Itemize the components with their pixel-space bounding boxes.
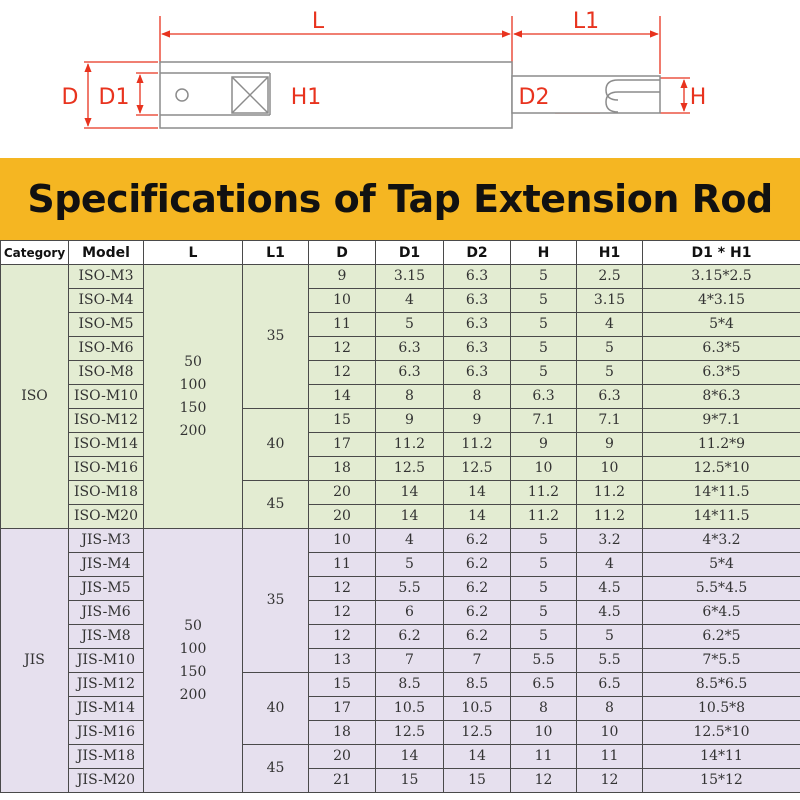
- h1-cell: 5: [577, 625, 643, 649]
- d1-cell: 5: [376, 553, 444, 577]
- label-D2: D2: [518, 85, 550, 110]
- h1-cell: 11: [577, 745, 643, 769]
- header-d2: D2: [444, 241, 511, 265]
- d-cell: 20: [309, 505, 376, 529]
- d1h1-cell: 14*11: [643, 745, 800, 769]
- d-cell: 12: [309, 601, 376, 625]
- d-cell: 11: [309, 553, 376, 577]
- l-value: 50: [184, 353, 202, 370]
- d2-cell: 14: [444, 505, 511, 529]
- l-value: 150: [179, 399, 207, 416]
- rod-outline: [160, 62, 660, 128]
- d2-cell: 9: [444, 409, 511, 433]
- d-cell: 17: [309, 433, 376, 457]
- model-cell: JIS-M20: [69, 769, 144, 793]
- d2-cell: 6.2: [444, 553, 511, 577]
- header-category: Category: [1, 241, 69, 265]
- d1h1-cell: 5*4: [643, 313, 800, 337]
- l-value: 50: [184, 617, 202, 634]
- table-row: [1, 337, 800, 361]
- l1-cell: 35: [243, 529, 309, 673]
- d2-cell: 6.2: [444, 601, 511, 625]
- h-cell: 11.2: [511, 481, 577, 505]
- d1h1-cell: 6.3*5: [643, 361, 800, 385]
- d-cell: 20: [309, 481, 376, 505]
- d1h1-cell: 5.5*4.5: [643, 577, 800, 601]
- l1-cell: 45: [243, 745, 309, 793]
- h1-cell: 7.1: [577, 409, 643, 433]
- d1-cell: 6.3: [376, 361, 444, 385]
- h-cell: 5: [511, 361, 577, 385]
- d2-cell: 6.3: [444, 337, 511, 361]
- d1-cell: 6.3: [376, 337, 444, 361]
- d1-cell: 6: [376, 601, 444, 625]
- model-cell: ISO-M8: [69, 361, 144, 385]
- header-l: L: [144, 241, 243, 265]
- page-title: Specifications of Tap Extension Rod: [0, 158, 800, 240]
- h-cell: 12: [511, 769, 577, 793]
- l1-cell: 40: [243, 409, 309, 481]
- h-cell: 5: [511, 289, 577, 313]
- model-cell: ISO-M18: [69, 481, 144, 505]
- h1-cell: 2.5: [577, 265, 643, 289]
- d2-cell: 6.3: [444, 289, 511, 313]
- l-cell: [144, 529, 243, 793]
- h1-cell: 4.5: [577, 577, 643, 601]
- d2-cell: 10.5: [444, 697, 511, 721]
- h-cell: 10: [511, 721, 577, 745]
- h1-cell: 6.3: [577, 385, 643, 409]
- h-cell: 10: [511, 457, 577, 481]
- d1h1-cell: 4*3.2: [643, 529, 800, 553]
- d-cell: 11: [309, 313, 376, 337]
- h-cell: 5.5: [511, 649, 577, 673]
- model-cell: ISO-M3: [69, 265, 144, 289]
- header-d: D: [309, 241, 376, 265]
- d2-cell: 12.5: [444, 721, 511, 745]
- d-cell: 21: [309, 769, 376, 793]
- d-cell: 10: [309, 529, 376, 553]
- d1h1-cell: 15*12: [643, 769, 800, 793]
- h1-cell: 8: [577, 697, 643, 721]
- header-d1xh1: D1 * H1: [643, 241, 800, 265]
- d-cell: 13: [309, 649, 376, 673]
- model-cell: ISO-M5: [69, 313, 144, 337]
- header-h1: H1: [577, 241, 643, 265]
- d1-cell: 5.5: [376, 577, 444, 601]
- h1-cell: 4: [577, 313, 643, 337]
- table-row: [1, 409, 800, 433]
- model-cell: ISO-M14: [69, 433, 144, 457]
- d1h1-cell: 8*6.3: [643, 385, 800, 409]
- h-cell: 8: [511, 697, 577, 721]
- d1-cell: 12.5: [376, 721, 444, 745]
- d1-cell: 14: [376, 505, 444, 529]
- h-cell: 5: [511, 337, 577, 361]
- d-cell: 18: [309, 721, 376, 745]
- l-cell: [144, 265, 243, 529]
- d-cell: 12: [309, 577, 376, 601]
- model-cell: JIS-M8: [69, 625, 144, 649]
- d1h1-cell: 6.3*5: [643, 337, 800, 361]
- model-cell: ISO-M12: [69, 409, 144, 433]
- model-cell: JIS-M4: [69, 553, 144, 577]
- table-row: [1, 625, 800, 649]
- h-cell: 6.5: [511, 673, 577, 697]
- category-cell: JIS: [1, 529, 69, 793]
- d1h1-cell: 12.5*10: [643, 721, 800, 745]
- header-l1: L1: [243, 241, 309, 265]
- model-cell: JIS-M5: [69, 577, 144, 601]
- h-cell: 9: [511, 433, 577, 457]
- table-row: [1, 697, 800, 721]
- d-cell: 12: [309, 625, 376, 649]
- d2-cell: 6.3: [444, 313, 511, 337]
- h1-cell: 4.5: [577, 601, 643, 625]
- d1-cell: 3.15: [376, 265, 444, 289]
- table-row: [1, 769, 800, 793]
- l-value: 200: [179, 422, 207, 439]
- d1-cell: 4: [376, 289, 444, 313]
- d-cell: 9: [309, 265, 376, 289]
- l-value: 150: [179, 663, 207, 680]
- d1-cell: 8.5: [376, 673, 444, 697]
- table-row: [1, 361, 800, 385]
- d1-cell: 15: [376, 769, 444, 793]
- d1h1-cell: 6*4.5: [643, 601, 800, 625]
- table-row: [1, 601, 800, 625]
- d1h1-cell: 6.2*5: [643, 625, 800, 649]
- rod-drawing: [0, 0, 800, 158]
- table-row: [1, 433, 800, 457]
- header-h: H: [511, 241, 577, 265]
- d1h1-cell: 8.5*6.5: [643, 673, 800, 697]
- category-cell: ISO: [1, 265, 69, 529]
- h1-cell: 3.15: [577, 289, 643, 313]
- d1-cell: 14: [376, 745, 444, 769]
- d2-cell: 8.5: [444, 673, 511, 697]
- table-row: [1, 313, 800, 337]
- h1-cell: 11.2: [577, 505, 643, 529]
- d-cell: 12: [309, 337, 376, 361]
- d2-cell: 14: [444, 481, 511, 505]
- label-H1: H1: [290, 85, 322, 110]
- d1h1-cell: 7*5.5: [643, 649, 800, 673]
- h-cell: 5: [511, 577, 577, 601]
- h1-cell: 4: [577, 553, 643, 577]
- d1-cell: 4: [376, 529, 444, 553]
- d2-cell: 12.5: [444, 457, 511, 481]
- h1-cell: 9: [577, 433, 643, 457]
- h1-cell: 11.2: [577, 481, 643, 505]
- label-L: L: [311, 9, 325, 34]
- label-L1: L1: [572, 9, 600, 34]
- table-row: [1, 385, 800, 409]
- d-cell: 10: [309, 289, 376, 313]
- table-row: [1, 553, 800, 577]
- d1h1-cell: 10.5*8: [643, 697, 800, 721]
- h1-cell: 10: [577, 457, 643, 481]
- model-cell: ISO-M4: [69, 289, 144, 313]
- h1-cell: 12: [577, 769, 643, 793]
- d1h1-cell: 11.2*9: [643, 433, 800, 457]
- d2-cell: 6.3: [444, 265, 511, 289]
- model-cell: ISO-M10: [69, 385, 144, 409]
- d1h1-cell: 5*4: [643, 553, 800, 577]
- h-cell: 11.2: [511, 505, 577, 529]
- d1h1-cell: 14*11.5: [643, 505, 800, 529]
- spec-table: [0, 240, 800, 793]
- h1-cell: 5: [577, 361, 643, 385]
- h-cell: 5: [511, 265, 577, 289]
- table-row: [1, 265, 800, 289]
- d1h1-cell: 12.5*10: [643, 457, 800, 481]
- model-cell: ISO-M6: [69, 337, 144, 361]
- d1-cell: 6.2: [376, 625, 444, 649]
- h-cell: 5: [511, 601, 577, 625]
- d2-cell: 6.2: [444, 577, 511, 601]
- d1-cell: 7: [376, 649, 444, 673]
- header-model: Model: [69, 241, 144, 265]
- d-cell: 17: [309, 697, 376, 721]
- header-d1: D1: [376, 241, 444, 265]
- h1-cell: 6.5: [577, 673, 643, 697]
- table-row: [1, 649, 800, 673]
- d1-cell: 14: [376, 481, 444, 505]
- d2-cell: 6.2: [444, 529, 511, 553]
- table-row: [1, 673, 800, 697]
- h1-cell: 10: [577, 721, 643, 745]
- d2-cell: 6.2: [444, 625, 511, 649]
- table-row: [1, 457, 800, 481]
- d1-cell: 8: [376, 385, 444, 409]
- l-value: 100: [179, 376, 207, 393]
- d-cell: 18: [309, 457, 376, 481]
- h-cell: 5: [511, 553, 577, 577]
- d2-cell: 15: [444, 769, 511, 793]
- l1-cell: 40: [243, 673, 309, 745]
- d1h1-cell: 9*7.1: [643, 409, 800, 433]
- table-row: [1, 481, 800, 505]
- h-cell: 5: [511, 313, 577, 337]
- d-cell: 15: [309, 409, 376, 433]
- l-value: 200: [179, 686, 207, 703]
- model-cell: JIS-M10: [69, 649, 144, 673]
- table-row: [1, 745, 800, 769]
- label-H: H: [689, 85, 707, 110]
- model-cell: JIS-M14: [69, 697, 144, 721]
- table-row: [1, 529, 800, 553]
- table-row: [1, 577, 800, 601]
- table-body: [1, 265, 800, 793]
- d1-cell: 12.5: [376, 457, 444, 481]
- model-cell: JIS-M3: [69, 529, 144, 553]
- h-cell: 5: [511, 529, 577, 553]
- h-cell: 5: [511, 625, 577, 649]
- l1-cell: 35: [243, 265, 309, 409]
- rod-diagram: [0, 0, 800, 158]
- table-header-row: [1, 241, 800, 265]
- model-cell: ISO-M20: [69, 505, 144, 529]
- l1-cell: 45: [243, 481, 309, 529]
- d2-cell: 8: [444, 385, 511, 409]
- d-cell: 12: [309, 361, 376, 385]
- h-cell: 11: [511, 745, 577, 769]
- h1-cell: 3.2: [577, 529, 643, 553]
- d1h1-cell: 14*11.5: [643, 481, 800, 505]
- model-cell: JIS-M6: [69, 601, 144, 625]
- h1-cell: 5: [577, 337, 643, 361]
- d-cell: 15: [309, 673, 376, 697]
- d1h1-cell: 3.15*2.5: [643, 265, 800, 289]
- table-row: [1, 505, 800, 529]
- model-cell: JIS-M12: [69, 673, 144, 697]
- table-row: [1, 289, 800, 313]
- d2-cell: 6.3: [444, 361, 511, 385]
- model-cell: JIS-M18: [69, 745, 144, 769]
- d1-cell: 5: [376, 313, 444, 337]
- d2-cell: 14: [444, 745, 511, 769]
- d2-cell: 11.2: [444, 433, 511, 457]
- model-cell: JIS-M16: [69, 721, 144, 745]
- d-cell: 20: [309, 745, 376, 769]
- label-D: D: [61, 85, 79, 110]
- d1-cell: 9: [376, 409, 444, 433]
- l-value: 100: [179, 640, 207, 657]
- model-cell: ISO-M16: [69, 457, 144, 481]
- d1-cell: 10.5: [376, 697, 444, 721]
- d2-cell: 7: [444, 649, 511, 673]
- d-cell: 14: [309, 385, 376, 409]
- table-row: [1, 721, 800, 745]
- d1-cell: 11.2: [376, 433, 444, 457]
- d1h1-cell: 4*3.15: [643, 289, 800, 313]
- h-cell: 6.3: [511, 385, 577, 409]
- h1-cell: 5.5: [577, 649, 643, 673]
- h-cell: 7.1: [511, 409, 577, 433]
- label-D1: D1: [98, 85, 130, 110]
